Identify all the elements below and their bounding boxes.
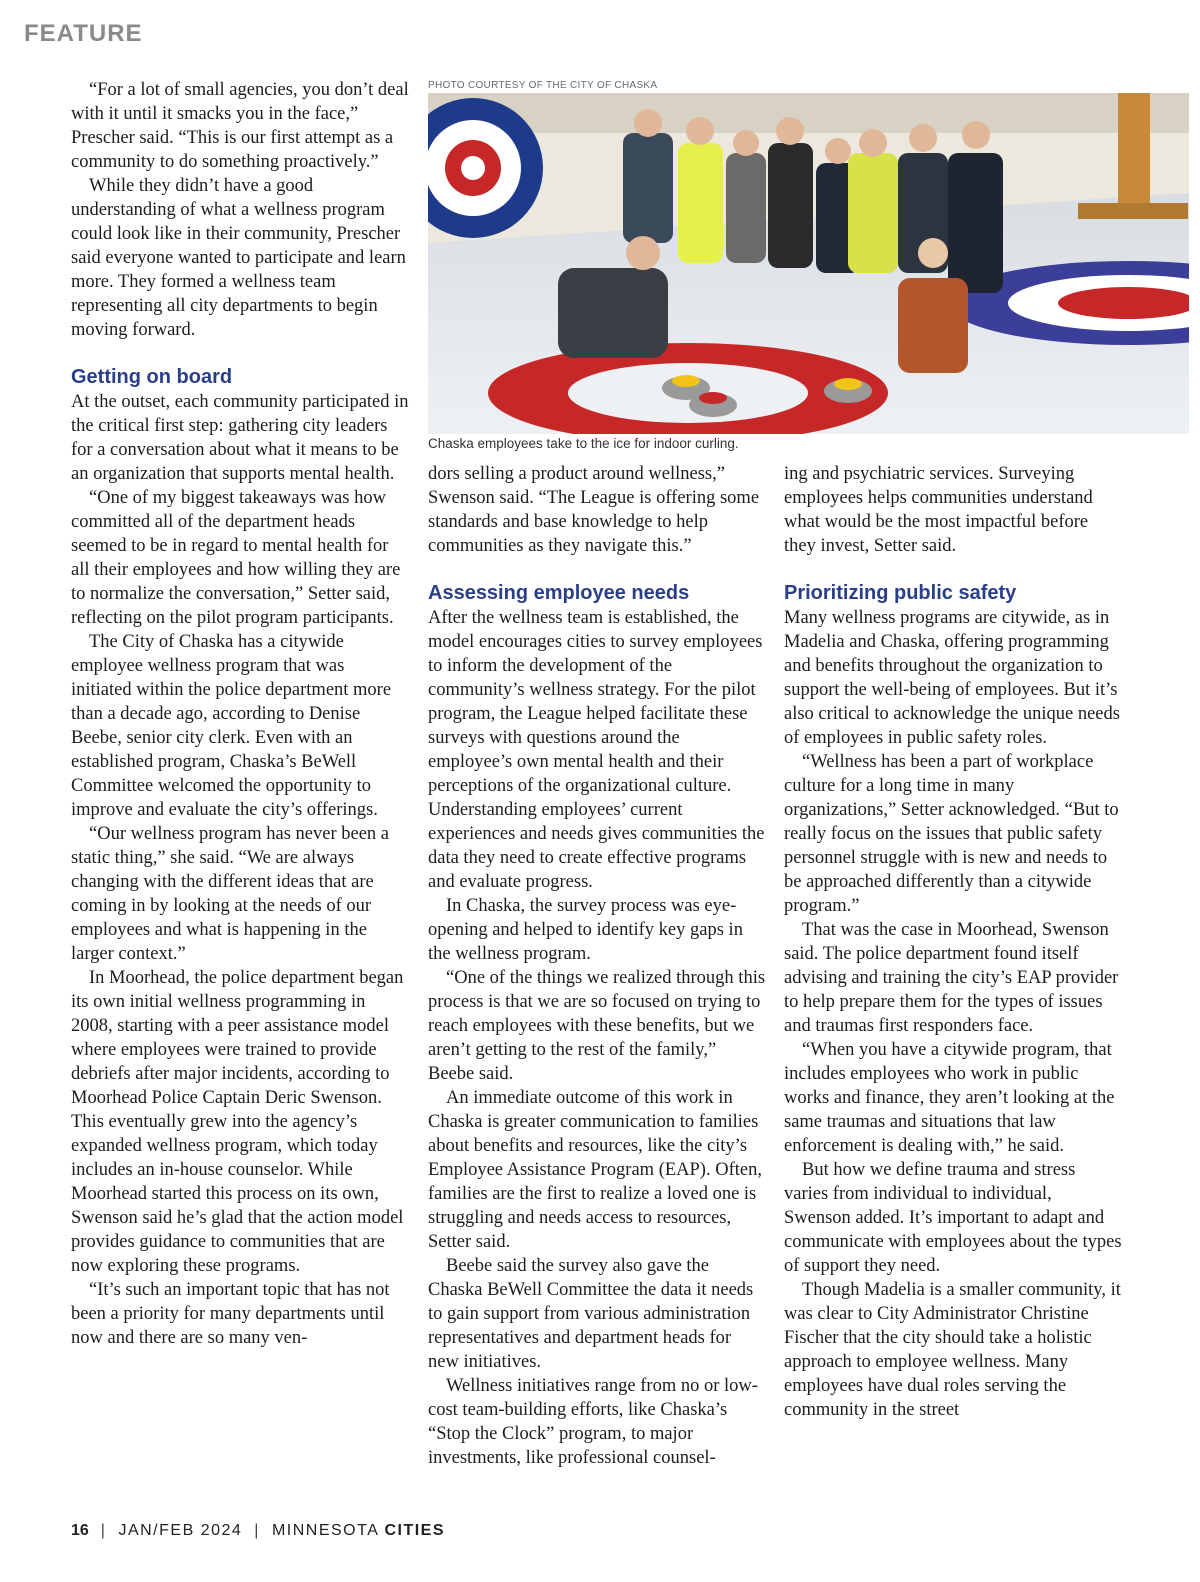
paragraph: “One of my biggest takeaways was how committed all of the department heads seemed to be in regard to mental health for all their employees and how willing they are to normalize the conversation,” Setter said, reflecting on the pilot program participants. xyxy=(71,488,401,628)
paragraph: Many wellness programs are citywide, as in Madelia and Chaska, offering programming and benefits throughout the organization to support the well-being of employees. But it’s also critical to acknowledge the unique needs of employees in public safety roles. xyxy=(784,608,1120,748)
article-column-2 xyxy=(428,462,766,1470)
section-heading: Assessing employee needs xyxy=(428,582,690,604)
article-column-3 xyxy=(784,462,1122,1422)
paragraph: “Wellness has been a part of workplace culture for a long time in many organizations,” Setter acknowledged. “But to really focus on the issues that public safety personnel struggle with is new and needs to be approached differently than a citywide program.” xyxy=(784,752,1119,916)
publication-name-bold: CITIES xyxy=(384,1522,445,1539)
page-number: 16 xyxy=(71,1522,89,1539)
photo-caption: Chaska employees take to the ice for indoor curling. xyxy=(428,436,739,451)
curling-photo-illustration xyxy=(428,93,1189,434)
paragraph: In Chaska, the survey process was eye-opening and helped to identify key gaps in the wellness program. xyxy=(428,896,743,964)
paragraph: “When you have a citywide program, that includes employees who work in public works and finance, they aren’t looking at the same traumas and situations that law enforcement is dealing with,” he said. xyxy=(784,1040,1115,1156)
paragraph: dors selling a product around wellness,” Swenson said. “The League is offering some standards and base knowledge to help communities as they navigate this.” xyxy=(428,464,760,556)
paragraph: After the wellness team is established, the model encourages cities to survey employees to inform the development of the community’s wellness strategy. For the pilot program, the League helped facilitate these surveys with questions around the employee’s own mental health and their perceptions of the organizational culture. Understanding employees’ current experiences and needs gives communities the data they need to create effective programs and evaluate progress. xyxy=(428,608,765,892)
publication-name: MINNESOTA xyxy=(271,1522,379,1539)
paragraph: “For a lot of small agencies, you don’t deal with it until it smacks you in the face,” Prescher said. “This is our first attempt as a community to do something proactively.” xyxy=(71,80,409,172)
paragraph: Though Madelia is a smaller community, it was clear to City Administrator Christine Fischer that the city should take a holistic approach to employee wellness. Many employees have dual roles serving the community in the street xyxy=(784,1280,1121,1420)
paragraph: In Moorhead, the police department began its own initial wellness programming in 2008, starting with a peer assistance model where employees were trained to provide debriefs after major incidents, according to Moorhead Police Captain Deric Swenson. This eventually grew into the agency’s expanded wellness program, which today includes an in-house counselor. While Moorhead started this process on its own, Swenson said he’s glad that the action model provides guidance to communities that are now exploring these programs. xyxy=(71,968,404,1276)
photo-credit: PHOTO COURTESY OF THE CITY OF CHASKA xyxy=(428,80,658,91)
page-footer: 16 | JAN/FEB 2024 | MINNESOTA CITIES xyxy=(71,1522,445,1539)
paragraph: An immediate outcome of this work in Chaska is greater communication to families about benefits and resources, like the city’s Employee Assistance Program (EAP). Often, families are the first to realize a loved one is struggling and needs access to resources, Setter said. xyxy=(428,1088,762,1252)
paragraph: “Our wellness program has never been a static thing,” she said. “We are always changing with the different ideas that are coming in by looking at the needs of our employees and what is happening in the larger context.” xyxy=(71,824,389,964)
paragraph: “One of the things we realized through this process is that we are so focused on trying to reach employees with these benefits, but we aren’t getting to the rest of the family,” Beebe said. xyxy=(428,968,766,1084)
paragraph: That was the case in Moorhead, Swenson said. The police department found itself advising and training the city’s EAP provider to help prepare them for the types of issues and traumas first responders face. xyxy=(784,920,1119,1036)
paragraph: The City of Chaska has a citywide employee wellness program that was initiated within the police department more than a decade ago, according to Denise Beebe, senior city clerk. Even with an established program, Chaska’s BeWell Committee welcomed the opportunity to improve and evaluate the city’s offerings. xyxy=(71,632,392,820)
article-column-1 xyxy=(71,78,409,1350)
paragraph: But how we define trauma and stress varies from individual to individual, Swenson added. It’s important to adapt and communicate with employees about the types of support they need. xyxy=(784,1160,1122,1276)
curling-team-photo xyxy=(428,93,1189,434)
paragraph: While they didn’t have a good understanding of what a wellness program could look like in their community, Prescher said everyone wanted to participate and learn more. They formed a wellness team representing all city departments to begin moving forward. xyxy=(71,176,406,340)
paragraph: Beebe said the survey also gave the Chaska BeWell Committee the data it needs to gain support from various administration representatives and department heads for new initiatives. xyxy=(428,1256,754,1372)
paragraph: Wellness initiatives range from no or low-cost team-building efforts, like Chaska’s “Stop the Clock” program, to major investments, like professional counsel- xyxy=(428,1376,758,1468)
paragraph: ing and psychiatric services. Surveying employees helps communities understand what would be the most impactful before they invest, Setter said. xyxy=(784,464,1093,556)
section-heading: Getting on board xyxy=(71,366,233,388)
paragraph: At the outset, each community participated in the critical first step: gathering city leaders for a conversation about what it means to be an organization that supports mental health. xyxy=(71,392,409,484)
issue-date: JAN/FEB 2024 xyxy=(118,1522,243,1539)
paragraph: “It’s such an important topic that has not been a priority for many departments until now and there are so many ven- xyxy=(71,1280,390,1348)
section-heading: Prioritizing public safety xyxy=(784,582,1017,604)
section-label: FEATURE xyxy=(24,20,143,47)
